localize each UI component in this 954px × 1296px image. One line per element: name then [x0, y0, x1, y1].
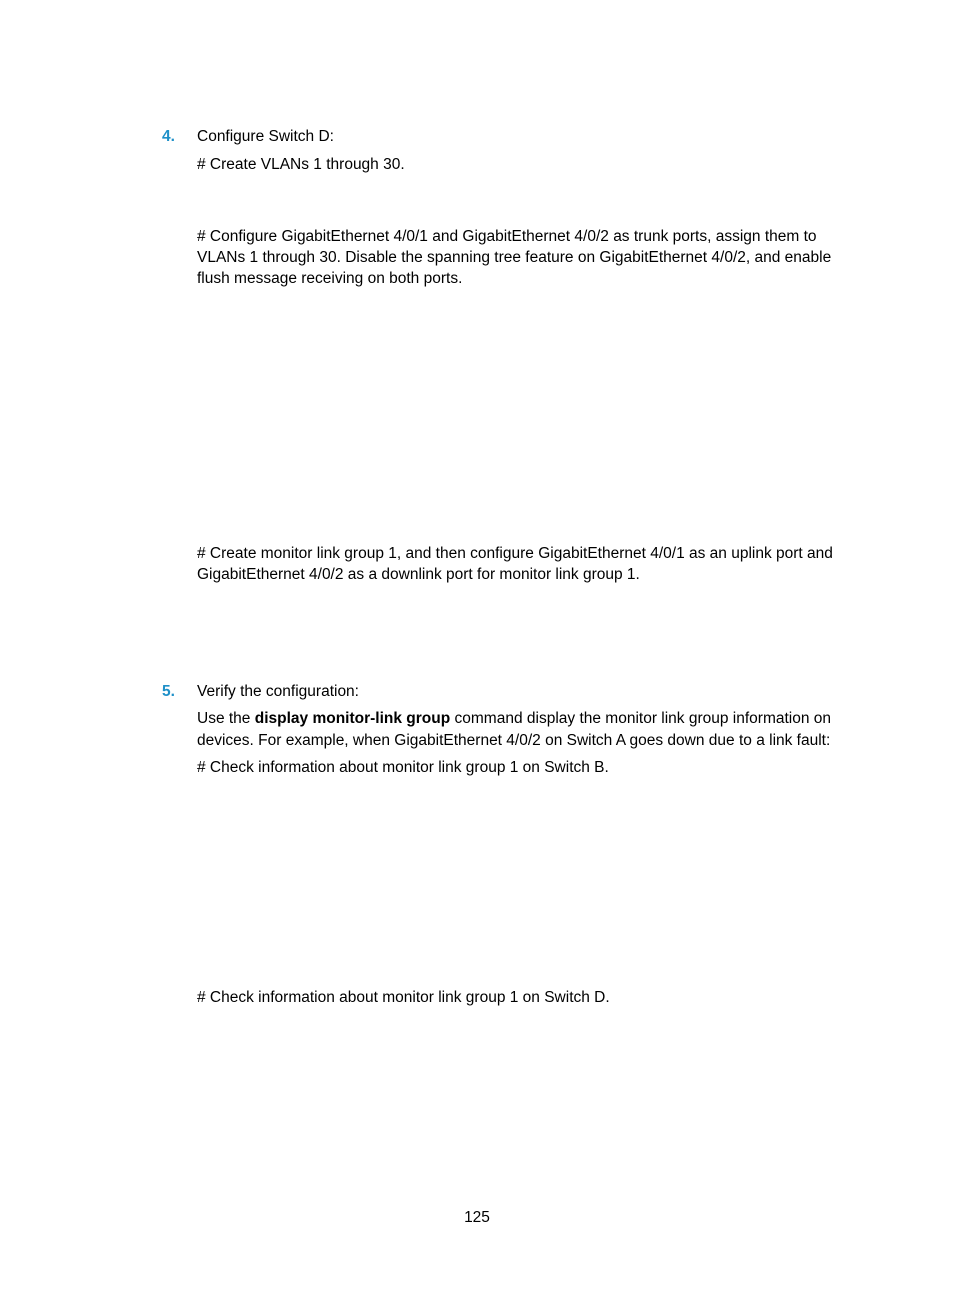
step-number: 4.	[162, 128, 175, 145]
paragraph: # Create VLANs 1 through 30.	[197, 156, 405, 173]
paragraph-line: # Create monitor link group 1, and then configure GigabitEthernet 4/0/1 as an uplink port and	[197, 545, 833, 562]
text-run: Use the	[197, 710, 255, 727]
paragraph-line: GigabitEthernet 4/0/2 as a downlink port for monitor link group 1.	[197, 566, 640, 583]
step-heading: Verify the configuration:	[197, 683, 359, 700]
paragraph-line: devices. For example, when GigabitEthernet 4/0/2 on Switch A goes down due to a link fault:	[197, 732, 831, 749]
step-number: 5.	[162, 683, 175, 700]
text-run: command display the monitor link group information on	[450, 710, 832, 727]
paragraph: # Check information about monitor link group 1 on Switch B.	[197, 759, 609, 776]
paragraph-line: VLANs 1 through 30. Disable the spanning tree feature on GigabitEthernet 4/0/2, and enable	[197, 249, 832, 266]
paragraph-line: # Configure GigabitEthernet 4/0/1 and GigabitEthernet 4/0/2 as trunk ports, assign them to	[197, 228, 817, 245]
page-number: 125	[464, 1209, 490, 1226]
paragraph-line	[197, 708, 831, 729]
command-name: display monitor-link group	[254, 710, 451, 727]
step-heading: Configure Switch D:	[197, 128, 334, 145]
paragraph-line: flush message receiving on both ports.	[197, 270, 463, 287]
paragraph: # Check information about monitor link group 1 on Switch D.	[197, 989, 610, 1006]
